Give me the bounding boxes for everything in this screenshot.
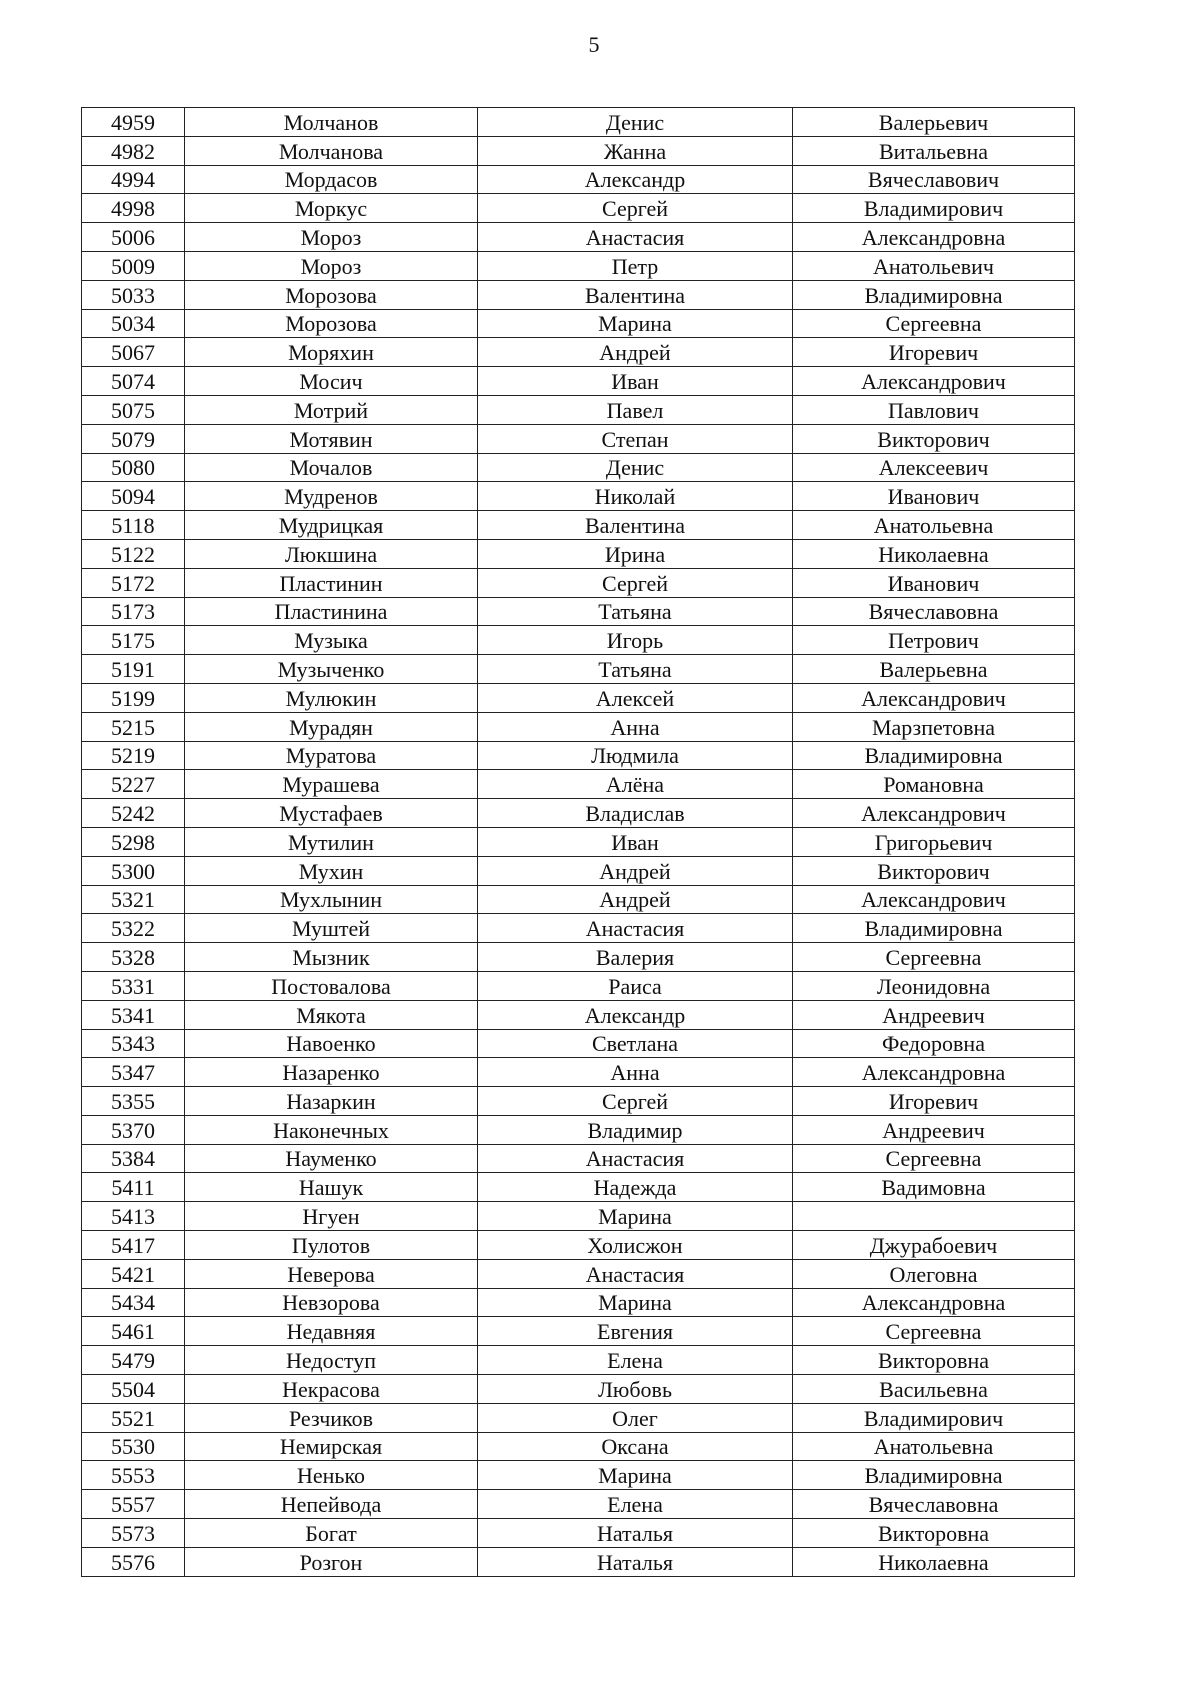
row-number-cell: 5331 xyxy=(82,971,185,1000)
given-name-cell: Владислав xyxy=(478,799,793,828)
surname-cell: Навоенко xyxy=(185,1029,478,1058)
surname-cell: Науменко xyxy=(185,1144,478,1173)
surname-cell: Нгуен xyxy=(185,1202,478,1231)
given-name-cell: Андрей xyxy=(478,885,793,914)
patronymic-cell: Анатольевна xyxy=(793,1432,1075,1461)
table-row xyxy=(82,108,1075,137)
given-name-cell: Надежда xyxy=(478,1173,793,1202)
patronymic-cell: Александрович xyxy=(793,367,1075,396)
surname-cell: Музыченко xyxy=(185,655,478,684)
surname-cell: Мотявин xyxy=(185,424,478,453)
given-name-cell: Игорь xyxy=(478,626,793,655)
given-name-cell: Сергей xyxy=(478,194,793,223)
given-name-cell: Валерия xyxy=(478,943,793,972)
table-row xyxy=(82,1144,1075,1173)
table-row xyxy=(82,367,1075,396)
surname-cell: Немирская xyxy=(185,1432,478,1461)
surname-cell: Мулюкин xyxy=(185,683,478,712)
row-number-cell: 5300 xyxy=(82,856,185,885)
row-number-cell: 5173 xyxy=(82,597,185,626)
patronymic-cell: Павлович xyxy=(793,395,1075,424)
table-row xyxy=(82,1432,1075,1461)
patronymic-cell: Николаевна xyxy=(793,539,1075,568)
row-number-cell: 5322 xyxy=(82,914,185,943)
surname-cell: Мороз xyxy=(185,251,478,280)
table-row xyxy=(82,856,1075,885)
surname-cell: Мороз xyxy=(185,223,478,252)
row-number-cell: 5298 xyxy=(82,827,185,856)
patronymic-cell: Олеговна xyxy=(793,1259,1075,1288)
patronymic-cell: Валерьевич xyxy=(793,108,1075,137)
given-name-cell: Холисжон xyxy=(478,1231,793,1260)
patronymic-cell: Владимирович xyxy=(793,194,1075,223)
given-name-cell: Раиса xyxy=(478,971,793,1000)
patronymic-cell: Джурабоевич xyxy=(793,1231,1075,1260)
given-name-cell: Жанна xyxy=(478,136,793,165)
row-number-cell: 5461 xyxy=(82,1317,185,1346)
row-number-cell: 5006 xyxy=(82,223,185,252)
surname-cell: Мустафаев xyxy=(185,799,478,828)
surname-cell: Молчанов xyxy=(185,108,478,137)
table-row xyxy=(82,1087,1075,1116)
row-number-cell: 5347 xyxy=(82,1058,185,1087)
table-row xyxy=(82,712,1075,741)
given-name-cell: Алёна xyxy=(478,770,793,799)
surname-cell: Мухлынин xyxy=(185,885,478,914)
given-name-cell: Евгения xyxy=(478,1317,793,1346)
surname-cell: Молчанова xyxy=(185,136,478,165)
surname-cell: Назаренко xyxy=(185,1058,478,1087)
table-row xyxy=(82,1202,1075,1231)
given-name-cell: Светлана xyxy=(478,1029,793,1058)
row-number-cell: 5421 xyxy=(82,1259,185,1288)
surname-cell: Назаркин xyxy=(185,1087,478,1116)
surname-cell: Мякота xyxy=(185,1000,478,1029)
surname-cell: Морозова xyxy=(185,309,478,338)
table-row xyxy=(82,1519,1075,1548)
surname-cell: Мызник xyxy=(185,943,478,972)
table-row xyxy=(82,1490,1075,1519)
given-name-cell: Любовь xyxy=(478,1375,793,1404)
table-row xyxy=(82,194,1075,223)
given-name-cell: Татьяна xyxy=(478,597,793,626)
given-name-cell: Павел xyxy=(478,395,793,424)
surname-cell: Мутилин xyxy=(185,827,478,856)
surname-cell: Пластинина xyxy=(185,597,478,626)
given-name-cell: Наталья xyxy=(478,1547,793,1576)
row-number-cell: 5370 xyxy=(82,1115,185,1144)
patronymic-cell: Витальевна xyxy=(793,136,1075,165)
surname-cell: Непейвода xyxy=(185,1490,478,1519)
table-row xyxy=(82,1288,1075,1317)
surname-cell: Наконечных xyxy=(185,1115,478,1144)
row-number-cell: 4998 xyxy=(82,194,185,223)
patronymic-cell: Валерьевна xyxy=(793,655,1075,684)
patronymic-cell: Вячеславовна xyxy=(793,1490,1075,1519)
row-number-cell: 5504 xyxy=(82,1375,185,1404)
row-number-cell: 5191 xyxy=(82,655,185,684)
patronymic-cell: Сергеевна xyxy=(793,1144,1075,1173)
surname-cell: Неверова xyxy=(185,1259,478,1288)
surname-cell: Богат xyxy=(185,1519,478,1548)
surname-cell: Мосич xyxy=(185,367,478,396)
patronymic-cell: Григорьевич xyxy=(793,827,1075,856)
row-number-cell: 5434 xyxy=(82,1288,185,1317)
patronymic-cell: Александрович xyxy=(793,683,1075,712)
row-number-cell: 5175 xyxy=(82,626,185,655)
patronymic-cell: Вячеславовна xyxy=(793,597,1075,626)
row-number-cell: 5172 xyxy=(82,568,185,597)
row-number-cell: 5343 xyxy=(82,1029,185,1058)
table-row xyxy=(82,1403,1075,1432)
surname-cell: Ненько xyxy=(185,1461,478,1490)
patronymic-cell: Петрович xyxy=(793,626,1075,655)
row-number-cell: 5199 xyxy=(82,683,185,712)
row-number-cell: 5080 xyxy=(82,453,185,482)
given-name-cell: Людмила xyxy=(478,741,793,770)
row-number-cell: 5411 xyxy=(82,1173,185,1202)
patronymic-cell: Владимировна xyxy=(793,914,1075,943)
row-number-cell: 5009 xyxy=(82,251,185,280)
patronymic-cell: Николаевна xyxy=(793,1547,1075,1576)
row-number-cell: 5355 xyxy=(82,1087,185,1116)
given-name-cell: Елена xyxy=(478,1346,793,1375)
row-number-cell: 5033 xyxy=(82,280,185,309)
row-number-cell: 5576 xyxy=(82,1547,185,1576)
row-number-cell: 5479 xyxy=(82,1346,185,1375)
surname-cell: Мурадян xyxy=(185,712,478,741)
surname-cell: Мордасов xyxy=(185,165,478,194)
row-number-cell: 5227 xyxy=(82,770,185,799)
given-name-cell: Олег xyxy=(478,1403,793,1432)
table-row xyxy=(82,1115,1075,1144)
given-name-cell: Ирина xyxy=(478,539,793,568)
surname-cell: Нашук xyxy=(185,1173,478,1202)
table-row xyxy=(82,568,1075,597)
table-row xyxy=(82,223,1075,252)
patronymic-cell: Вадимовна xyxy=(793,1173,1075,1202)
table-row xyxy=(82,338,1075,367)
given-name-cell: Елена xyxy=(478,1490,793,1519)
patronymic-cell: Александровна xyxy=(793,1058,1075,1087)
surname-cell: Муратова xyxy=(185,741,478,770)
given-name-cell: Сергей xyxy=(478,1087,793,1116)
given-name-cell: Марина xyxy=(478,1288,793,1317)
surname-cell: Моркус xyxy=(185,194,478,223)
patronymic-cell: Сергеевна xyxy=(793,1317,1075,1346)
patronymic-cell: Леонидовна xyxy=(793,971,1075,1000)
given-name-cell: Александр xyxy=(478,1000,793,1029)
table-row xyxy=(82,1029,1075,1058)
table-row xyxy=(82,1317,1075,1346)
surname-cell: Морозова xyxy=(185,280,478,309)
given-name-cell: Александр xyxy=(478,165,793,194)
table-row xyxy=(82,1375,1075,1404)
row-number-cell: 5215 xyxy=(82,712,185,741)
row-number-cell: 5094 xyxy=(82,482,185,511)
row-number-cell: 4982 xyxy=(82,136,185,165)
given-name-cell: Иван xyxy=(478,827,793,856)
table-row xyxy=(82,914,1075,943)
row-number-cell: 5521 xyxy=(82,1403,185,1432)
table-row xyxy=(82,597,1075,626)
page-number: 5 xyxy=(588,32,600,57)
row-number-cell: 5417 xyxy=(82,1231,185,1260)
patronymic-cell: Романовна xyxy=(793,770,1075,799)
table-row xyxy=(82,885,1075,914)
surname-cell: Мочалов xyxy=(185,453,478,482)
surname-cell: Некрасова xyxy=(185,1375,478,1404)
given-name-cell: Марина xyxy=(478,309,793,338)
row-number-cell: 4959 xyxy=(82,108,185,137)
table-row xyxy=(82,1461,1075,1490)
table-row xyxy=(82,453,1075,482)
patronymic-cell: Игоревич xyxy=(793,1087,1075,1116)
patronymic-cell: Иванович xyxy=(793,482,1075,511)
table-row xyxy=(82,1058,1075,1087)
surname-cell: Недоступ xyxy=(185,1346,478,1375)
table-row xyxy=(82,1259,1075,1288)
row-number-cell: 5413 xyxy=(82,1202,185,1231)
surname-cell: Недавняя xyxy=(185,1317,478,1346)
table-row xyxy=(82,424,1075,453)
given-name-cell: Владимир xyxy=(478,1115,793,1144)
roster-table-body xyxy=(82,108,1075,1577)
table-row xyxy=(82,770,1075,799)
row-number-cell: 5074 xyxy=(82,367,185,396)
given-name-cell: Анастасия xyxy=(478,223,793,252)
given-name-cell: Валентина xyxy=(478,511,793,540)
surname-cell: Пластинин xyxy=(185,568,478,597)
given-name-cell: Марина xyxy=(478,1461,793,1490)
row-number-cell: 5557 xyxy=(82,1490,185,1519)
patronymic-cell: Игоревич xyxy=(793,338,1075,367)
patronymic-cell xyxy=(793,1202,1075,1231)
table-row xyxy=(82,395,1075,424)
row-number-cell: 5242 xyxy=(82,799,185,828)
surname-cell: Мурашева xyxy=(185,770,478,799)
surname-cell: Моряхин xyxy=(185,338,478,367)
surname-cell: Мудренов xyxy=(185,482,478,511)
roster-table xyxy=(81,107,1075,1577)
surname-cell: Мудрицкая xyxy=(185,511,478,540)
row-number-cell: 5034 xyxy=(82,309,185,338)
patronymic-cell: Александрович xyxy=(793,799,1075,828)
row-number-cell: 5553 xyxy=(82,1461,185,1490)
surname-cell: Люкшина xyxy=(185,539,478,568)
given-name-cell: Николай xyxy=(478,482,793,511)
patronymic-cell: Владимировна xyxy=(793,741,1075,770)
surname-cell: Постовалова xyxy=(185,971,478,1000)
table-row xyxy=(82,482,1075,511)
patronymic-cell: Андреевич xyxy=(793,1000,1075,1029)
surname-cell: Невзорова xyxy=(185,1288,478,1317)
table-row xyxy=(82,741,1075,770)
given-name-cell: Наталья xyxy=(478,1519,793,1548)
given-name-cell: Денис xyxy=(478,453,793,482)
patronymic-cell: Александровна xyxy=(793,223,1075,252)
table-row xyxy=(82,136,1075,165)
patronymic-cell: Андреевич xyxy=(793,1115,1075,1144)
row-number-cell: 5079 xyxy=(82,424,185,453)
surname-cell: Муштей xyxy=(185,914,478,943)
given-name-cell: Денис xyxy=(478,108,793,137)
row-number-cell: 4994 xyxy=(82,165,185,194)
given-name-cell: Анастасия xyxy=(478,1144,793,1173)
table-row xyxy=(82,1346,1075,1375)
given-name-cell: Петр xyxy=(478,251,793,280)
patronymic-cell: Сергеевна xyxy=(793,943,1075,972)
patronymic-cell: Вячеславович xyxy=(793,165,1075,194)
table-row xyxy=(82,655,1075,684)
table-row xyxy=(82,1547,1075,1576)
given-name-cell: Анна xyxy=(478,712,793,741)
row-number-cell: 5067 xyxy=(82,338,185,367)
row-number-cell: 5530 xyxy=(82,1432,185,1461)
table-row xyxy=(82,309,1075,338)
patronymic-cell: Анатольевич xyxy=(793,251,1075,280)
patronymic-cell: Викторовна xyxy=(793,1519,1075,1548)
patronymic-cell: Васильевна xyxy=(793,1375,1075,1404)
given-name-cell: Валентина xyxy=(478,280,793,309)
given-name-cell: Анастасия xyxy=(478,914,793,943)
patronymic-cell: Анатольевна xyxy=(793,511,1075,540)
table-row xyxy=(82,1231,1075,1260)
table-row xyxy=(82,511,1075,540)
given-name-cell: Андрей xyxy=(478,856,793,885)
patronymic-cell: Федоровна xyxy=(793,1029,1075,1058)
table-row xyxy=(82,280,1075,309)
table-row xyxy=(82,827,1075,856)
surname-cell: Музыка xyxy=(185,626,478,655)
row-number-cell: 5219 xyxy=(82,741,185,770)
table-row xyxy=(82,799,1075,828)
given-name-cell: Иван xyxy=(478,367,793,396)
patronymic-cell: Алексеевич xyxy=(793,453,1075,482)
table-row xyxy=(82,971,1075,1000)
row-number-cell: 5321 xyxy=(82,885,185,914)
row-number-cell: 5341 xyxy=(82,1000,185,1029)
given-name-cell: Сергей xyxy=(478,568,793,597)
given-name-cell: Анастасия xyxy=(478,1259,793,1288)
row-number-cell: 5122 xyxy=(82,539,185,568)
surname-cell: Резчиков xyxy=(185,1403,478,1432)
given-name-cell: Оксана xyxy=(478,1432,793,1461)
patronymic-cell: Александровна xyxy=(793,1288,1075,1317)
table-row xyxy=(82,683,1075,712)
given-name-cell: Анна xyxy=(478,1058,793,1087)
given-name-cell: Степан xyxy=(478,424,793,453)
given-name-cell: Марина xyxy=(478,1202,793,1231)
given-name-cell: Андрей xyxy=(478,338,793,367)
patronymic-cell: Владимировна xyxy=(793,280,1075,309)
row-number-cell: 5328 xyxy=(82,943,185,972)
table-row xyxy=(82,626,1075,655)
patronymic-cell: Викторович xyxy=(793,856,1075,885)
patronymic-cell: Викторовна xyxy=(793,1346,1075,1375)
row-number-cell: 5118 xyxy=(82,511,185,540)
given-name-cell: Алексей xyxy=(478,683,793,712)
patronymic-cell: Владимирович xyxy=(793,1403,1075,1432)
patronymic-cell: Александрович xyxy=(793,885,1075,914)
row-number-cell: 5075 xyxy=(82,395,185,424)
table-row xyxy=(82,1000,1075,1029)
surname-cell: Мотрий xyxy=(185,395,478,424)
table-row xyxy=(82,1173,1075,1202)
patronymic-cell: Иванович xyxy=(793,568,1075,597)
surname-cell: Мухин xyxy=(185,856,478,885)
patronymic-cell: Сергеевна xyxy=(793,309,1075,338)
given-name-cell: Татьяна xyxy=(478,655,793,684)
table-row xyxy=(82,251,1075,280)
patronymic-cell: Викторович xyxy=(793,424,1075,453)
surname-cell: Пулотов xyxy=(185,1231,478,1260)
patronymic-cell: Владимировна xyxy=(793,1461,1075,1490)
row-number-cell: 5573 xyxy=(82,1519,185,1548)
table-row xyxy=(82,539,1075,568)
row-number-cell: 5384 xyxy=(82,1144,185,1173)
surname-cell: Розгон xyxy=(185,1547,478,1576)
table-row xyxy=(82,165,1075,194)
table-row xyxy=(82,943,1075,972)
patronymic-cell: Марзпетовна xyxy=(793,712,1075,741)
